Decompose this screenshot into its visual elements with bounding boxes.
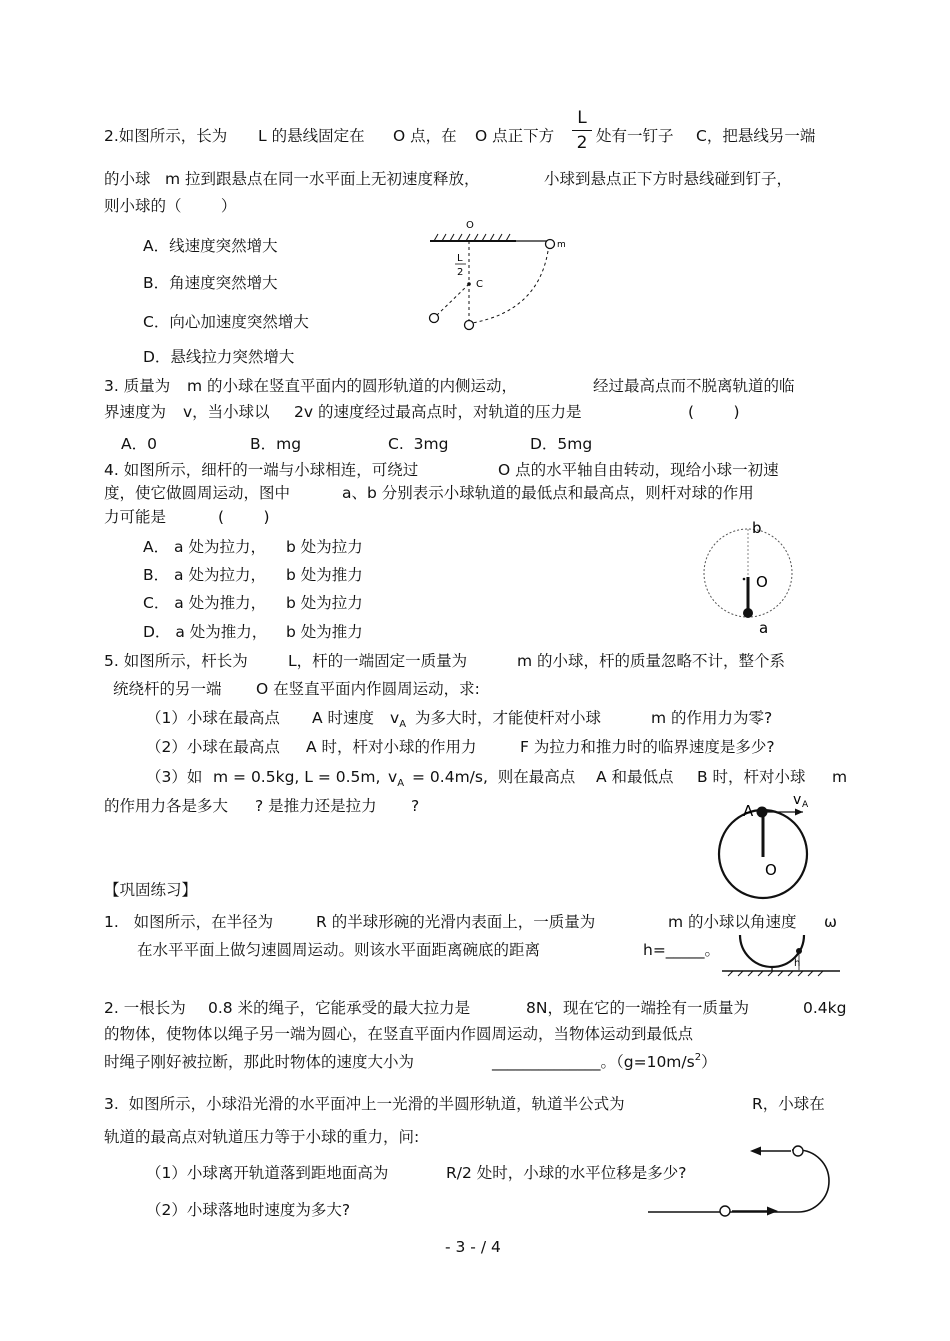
q5-last-part1: 的作用力各是多大: [104, 797, 229, 815]
review-p3-line1-part2: R，小球在: [752, 1095, 825, 1113]
q4-option-d-part1: D． a 处为推力，: [143, 623, 268, 641]
q4-line3-part2: ( ): [218, 508, 270, 526]
q5-sub3-va: [388, 767, 404, 790]
q2-option-c: C．向心加速度突然增大: [143, 313, 309, 331]
page-number: - 3 - / 4: [445, 1238, 501, 1256]
q5-fig-label-vsub: A: [802, 800, 809, 810]
q2-option-d: D．悬线拉力突然增大: [143, 348, 295, 366]
q5-line2-part2: O 在竖直平面内作圆周运动，求:: [256, 680, 480, 698]
q4-option-b-part1: B． a 处为拉力，: [143, 566, 266, 584]
q3-line2-part4: ( ): [688, 403, 740, 421]
q5-sub1-part2: A 时速度: [312, 709, 375, 727]
va-symbol: v: [388, 768, 398, 786]
unit-exponent: 2: [694, 1052, 702, 1063]
review-p2-line1-part1: 2. 一根长为: [104, 999, 186, 1017]
review-p3-sub1-part2: R/2 处时，小球的水平位移是多少?: [446, 1164, 687, 1182]
review-p2-line2: 的物体，使物体以绳子另一端为圆心，在竖直平面内作圆周运动，当物体运动到最低点: [104, 1025, 694, 1043]
q4-option-d-part2: b 处为推力: [286, 623, 363, 641]
q5-sub3-part2: m = 0.5kg, L = 0.5m,: [213, 768, 381, 786]
q2-line1-part4: O 点正下方: [475, 127, 555, 145]
q2-line2-part2: m 拉到跟悬点在同一水平面上无初速度释放，: [165, 170, 480, 188]
q5-sub3-part3: = 0.4m/s, 则在最高点: [412, 768, 576, 786]
review-p3-line1-part1: 3. 如图所示，小球沿光滑的水平面冲上一光滑的半圆形轨道，轨道半公式为: [104, 1095, 625, 1113]
q5-sub1-part4: m 的作用力为零?: [651, 709, 773, 727]
q4-line3-part1: 力可能是: [104, 508, 167, 526]
q5-sub2-part2: A 时，杆对小球的作用力: [306, 738, 477, 756]
closing-paren: ）: [701, 1053, 717, 1071]
q5-sub3-part1: （3）如: [146, 768, 203, 786]
va-subscript: A: [399, 719, 407, 730]
q2-pendulum-figure: [420, 215, 580, 335]
q5-sub3-part6: m: [832, 768, 848, 786]
review-p3-line2: 轨道的最高点对轨道压力等于小球的重力，问:: [104, 1128, 420, 1146]
q5-line1-part3: m 的小球，杆的质量忽略不计，整个系: [517, 652, 786, 670]
review-p1-line2-part2: h=_____。: [643, 941, 721, 959]
review-p2-line3-part2: [492, 1052, 717, 1075]
q4-option-c-part2: b 处为拉力: [286, 594, 363, 612]
q2-fig-label-m: m: [557, 240, 566, 250]
review-p1-line1-part4: ω: [824, 913, 837, 931]
q5-sub2-part3: F 为拉力和推力时的临界速度是多少?: [520, 738, 775, 756]
review-p3-track-figure: [648, 1140, 853, 1225]
q3-line1-part2: m 的小球在竖直平面内的圆形轨道的内侧运动，: [187, 377, 518, 395]
review-p2-line3-part1: 时绳子刚好被拉断，那此时物体的速度大小为: [104, 1053, 415, 1071]
q2-line1-part6: C，把悬线另一端: [696, 127, 816, 145]
q2-fig-label-half-den: 2: [457, 267, 464, 278]
review-p1-bowl-figure: [722, 915, 847, 977]
q5-last-part2: ? 是推力还是拉力: [255, 797, 377, 815]
q4-fig-label-a: a: [759, 619, 769, 637]
q2-line2-part3: 小球到悬点正下方时悬线碰到钉子，: [544, 170, 793, 188]
q5-last-part3: ?: [411, 797, 420, 815]
q5-line1-part1: 5. 如图所示，杆长为: [104, 652, 248, 670]
q5-sub1-part3: 为多大时，才能使杆对小球: [415, 709, 602, 727]
q2-option-b: B．角速度突然增大: [143, 274, 278, 292]
q5-line2-part1: 统绕杆的另一端: [113, 680, 222, 698]
q5-fig-label-a: A: [743, 802, 754, 820]
review-p3-sub2: （2）小球落地时速度为多大?: [146, 1201, 351, 1219]
q5-fig-label-v: v: [793, 792, 802, 808]
q4-line2-part2: a、b 分别表示小球轨道的最低点和最高点，则杆对球的作用: [342, 484, 754, 502]
q4-line1-part2: O 点的水平轴自由转动，现给小球一初速: [498, 461, 779, 479]
review-p1-fig-label-h: h: [794, 958, 801, 969]
q4-option-b-part2: b 处为推力: [286, 566, 363, 584]
q4-option-a-part1: A． a 处为拉力，: [143, 538, 266, 556]
review-p1-line2-part1: 在水平平面上做匀速圆周运动。则该水平面距离碗底的距离: [137, 941, 541, 959]
q2-line1-part5: 处有一钉子: [596, 127, 674, 145]
review-p3-sub1-part1: （1）小球离开轨道落到距地面高为: [146, 1164, 389, 1182]
q4-line1-part1: 4. 如图所示，细杆的一端与小球相连，可绕过: [104, 461, 419, 479]
q5-sub1-va: [390, 708, 406, 731]
review-p1-line1-part1: 1. 如图所示，在半径为: [104, 913, 274, 931]
q3-line2-part1: 界速度为: [104, 403, 167, 421]
q5-sub2-part1: （2）小球在最高点: [146, 738, 280, 756]
review-p1-line1-part3: m 的小球以角速度: [668, 913, 797, 931]
answer-blank: ______________。（g=10m/s: [492, 1053, 695, 1071]
q5-line1-part2: L，杆的一端固定一质量为: [288, 652, 468, 670]
q3-option-a: A．0: [121, 435, 157, 453]
q5-sub1-part1: （1）小球在最高点: [146, 709, 280, 727]
q3-line1-part3: 经过最高点而不脱离轨道的临: [593, 377, 795, 395]
q2-line3: 则小球的（ ）: [104, 197, 237, 215]
q2-fig-label-o: O: [466, 220, 474, 231]
q5-fig-label-o: O: [765, 861, 777, 879]
q2-line2-part1: 的小球: [104, 170, 151, 188]
q2-fig-label-half-num: L: [457, 253, 463, 264]
q3-option-d: D．5mg: [530, 435, 593, 453]
q2-line1-part1: 2.如图所示，长为: [104, 127, 228, 145]
review-p2-line1-part3: 8N，现在它的一端拴有一质量为: [526, 999, 749, 1017]
fraction-denominator: 2: [576, 133, 588, 153]
q4-fig-label-o: O: [756, 573, 768, 591]
q4-rod-circle-figure: [700, 515, 800, 640]
q2-fraction: [572, 108, 592, 153]
va-subscript: A: [397, 778, 405, 789]
q2-line1-part3: O 点，在: [393, 127, 457, 145]
q3-line2-part2: v，当小球以: [183, 403, 270, 421]
review-heading: 【巩固练习】: [104, 881, 198, 899]
q4-line2-part1: 度，使它做圆周运动，图中: [104, 484, 291, 502]
q2-option-a: A．线速度突然增大: [143, 237, 278, 255]
q5-rod-circle-figure: [705, 790, 845, 905]
q3-option-b: B．mg: [250, 435, 302, 453]
review-p1-line1-part2: R 的半球形碗的光滑内表面上，一质量为: [316, 913, 596, 931]
va-symbol: v: [390, 709, 400, 727]
q2-line1-part2: L 的悬线固定在: [258, 127, 365, 145]
q4-fig-label-b: b: [752, 519, 762, 537]
q5-sub3-part4: A 和最低点: [596, 768, 674, 786]
q3-line2-part3: 2v 的速度经过最高点时，对轨道的压力是: [294, 403, 582, 421]
q4-option-c-part1: C． a 处为推力，: [143, 594, 267, 612]
q5-sub3-part5: B 时，杆对小球: [697, 768, 806, 786]
q3-line1-part1: 3. 质量为: [104, 377, 171, 395]
review-p2-line1-part4: 0.4kg: [803, 999, 847, 1017]
review-p2-line1-part2: 0.8 米的绳子，它能承受的最大拉力是: [208, 999, 471, 1017]
fraction-numerator: L: [577, 108, 587, 128]
q4-option-a-part2: b 处为拉力: [286, 538, 363, 556]
q3-option-c: C. 3mg: [388, 435, 449, 453]
q2-fig-label-c: C: [476, 279, 483, 290]
